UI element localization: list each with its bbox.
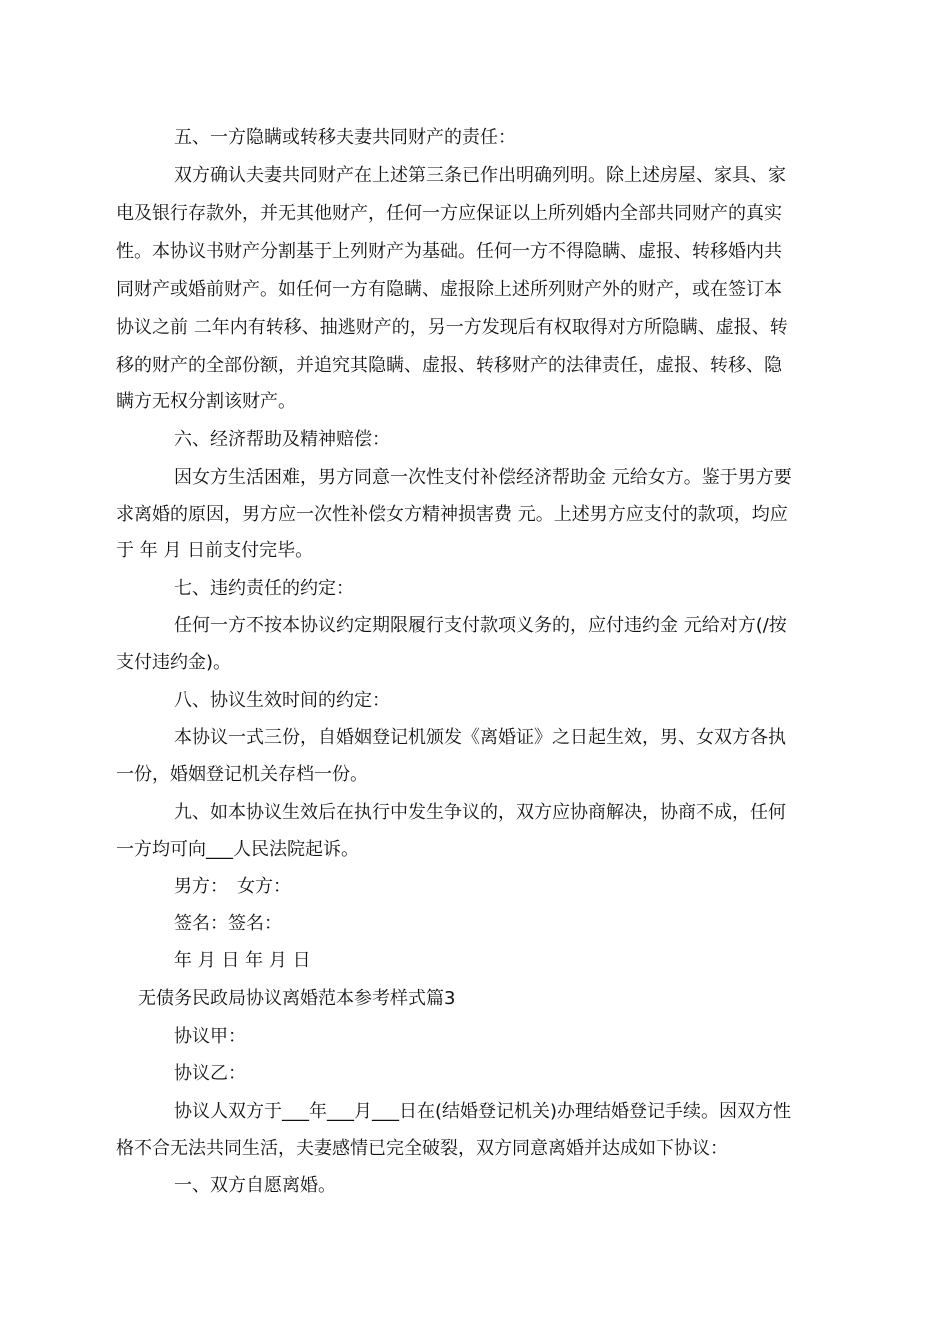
signature-labels: 签名：签名：	[174, 913, 282, 934]
paragraph-line: 支付违约金)。	[116, 652, 232, 673]
article-title: 无债务民政局协议离婚范本参考样式篇3	[138, 988, 456, 1009]
paragraph-line: 格不合无法共同生活，夫妻感情已完全破裂，双方同意离婚并达成如下协议：	[116, 1138, 728, 1159]
paragraph-line: 协议人双方于___年___月___日在(结婚登记机关)办理结婚登记手续。因双方性	[174, 1101, 792, 1122]
party-labels: 男方： 女方：	[174, 876, 291, 897]
paragraph-line: 瞒方无权分割该财产。	[116, 391, 296, 412]
paragraph-line: 性。本协议书财产分割基于上列财产为基础。任何一方不得隐瞒、虚报、转移婚内共	[116, 241, 782, 262]
paragraph-line: 因女方生活困难，男方同意一次性支付补偿经济帮助金 元给女方。鉴于男方要	[174, 467, 792, 488]
section-heading-1: 一、双方自愿离婚。	[174, 1175, 336, 1196]
paragraph-line: 同财产或婚前财产。如任何一方有隐瞒、虚报除上述所列财产外的财产，或在签订本	[116, 279, 782, 300]
paragraph-line: 于 年 月 日前支付完毕。	[116, 540, 314, 561]
section-heading-6: 六、经济帮助及精神赔偿：	[174, 429, 390, 450]
paragraph-line: 移的财产的全部份额，并追究其隐瞒、虚报、转移财产的法律责任，虚报、转移、隐	[116, 355, 782, 376]
party-b-label: 协议乙：	[174, 1063, 246, 1084]
paragraph-line: 电及银行存款外，并无其他财产，任何一方应保证以上所列婚内全部共同财产的真实	[116, 203, 782, 224]
date-labels: 年 月 日 年 月 日	[174, 950, 311, 971]
paragraph-line: 双方确认夫妻共同财产在上述第三条已作出明确列明。除上述房屋、家具、家	[174, 165, 786, 186]
paragraph-line: 一份，婚姻登记机关存档一份。	[116, 764, 368, 785]
paragraph-line: 任何一方不按本协议约定期限履行支付款项义务的，应付违约金 元给对方(/按	[174, 615, 787, 636]
paragraph-line: 求离婚的原因，男方应一次性补偿女方精神损害费 元。上述男方应支付的款项，均应	[116, 504, 788, 525]
paragraph-line: 协议之前 二年内有转移、抽逃财产的，另一方发现后有权取得对方所隐瞒、虚报、转	[116, 317, 788, 338]
section-heading-7: 七、违约责任的约定：	[174, 578, 354, 599]
party-a-label: 协议甲：	[174, 1026, 246, 1047]
section-heading-5: 五、一方隐瞒或转移夫妻共同财产的责任：	[174, 127, 516, 148]
paragraph-line: 一方均可向___人民法院起诉。	[116, 839, 359, 860]
paragraph-line: 本协议一式三份，自婚姻登记机颁发《离婚证》之日起生效，男、女双方各执	[174, 727, 786, 748]
section-heading-8: 八、协议生效时间的约定：	[174, 690, 390, 711]
section-heading-9: 九、如本协议生效后在执行中发生争议的，双方应协商解决，协商不成，任何	[174, 802, 786, 823]
